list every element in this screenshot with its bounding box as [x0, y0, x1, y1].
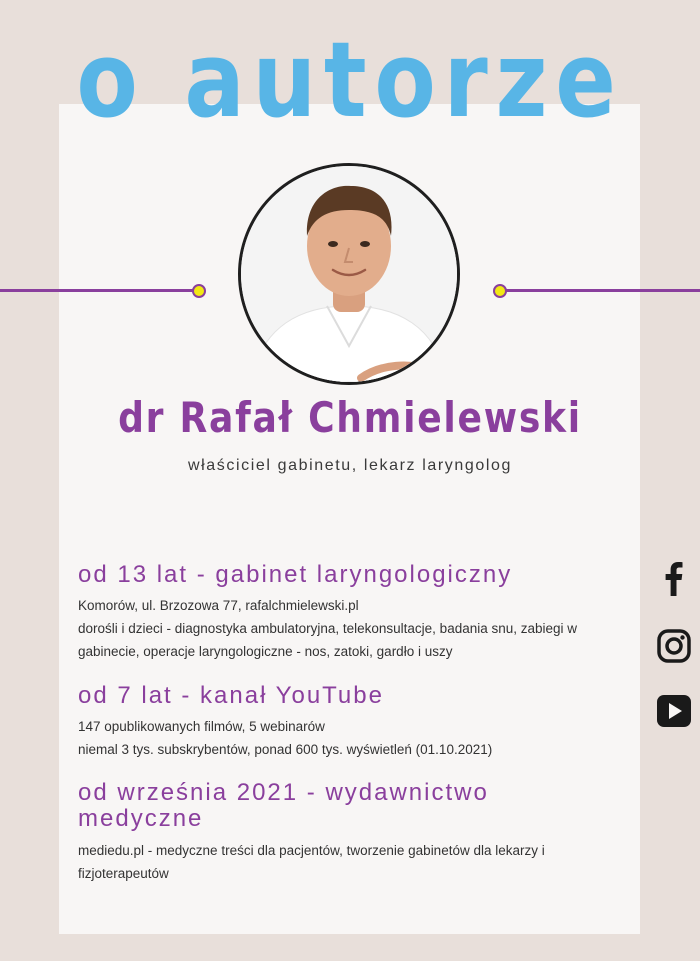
- author-role: właściciel gabinetu, lekarz laryngolog: [187, 457, 513, 474]
- youtube-icon[interactable]: [654, 691, 694, 731]
- section-line: mediedu.pl - medyczne treści dla pacjentów, tworzenie gabinetów dla lekarzy i: [78, 842, 545, 858]
- section-youtube: [78, 683, 618, 761]
- page-title: o autorze: [76, 19, 624, 141]
- section-title: od 13 lat - gabinet laryngologiczny: [78, 561, 513, 588]
- section-line: 147 opublikowanych filmów, 5 webinarów: [78, 719, 325, 735]
- section-line: dorośli i dzieci - diagnostyka ambulatoryjna, telekonsultacje, badania snu, zabiegi w: [78, 621, 578, 637]
- section-title: od 7 lat - kanał YouTube: [78, 682, 384, 709]
- section-line: niemal 3 tys. subskrybentów, ponad 600 tys. wyświetleń (01.10.2021): [78, 742, 493, 758]
- section-line: gabinecie, operacje laryngologiczne - nos, zatoki, gardło i uszy: [78, 644, 453, 660]
- divider-left: [0, 289, 193, 292]
- instagram-icon[interactable]: [654, 626, 694, 666]
- section-line: Komorów, ul. Brzozowa 77, rafalchmielewski.pl: [78, 598, 359, 614]
- author-photo: [238, 163, 460, 385]
- section-line: fizjoterapeutów: [78, 865, 169, 881]
- section-clinic: [78, 562, 618, 663]
- divider-right: [505, 289, 700, 292]
- section-title: od września 2021 - wydawnictwo medyczne: [78, 779, 489, 833]
- divider-dot-left: [192, 284, 206, 298]
- facebook-icon[interactable]: [654, 558, 694, 598]
- author-name: dr Rafał Chmielewski: [118, 393, 582, 442]
- divider-dot-right: [493, 284, 507, 298]
- section-publishing: [78, 780, 618, 885]
